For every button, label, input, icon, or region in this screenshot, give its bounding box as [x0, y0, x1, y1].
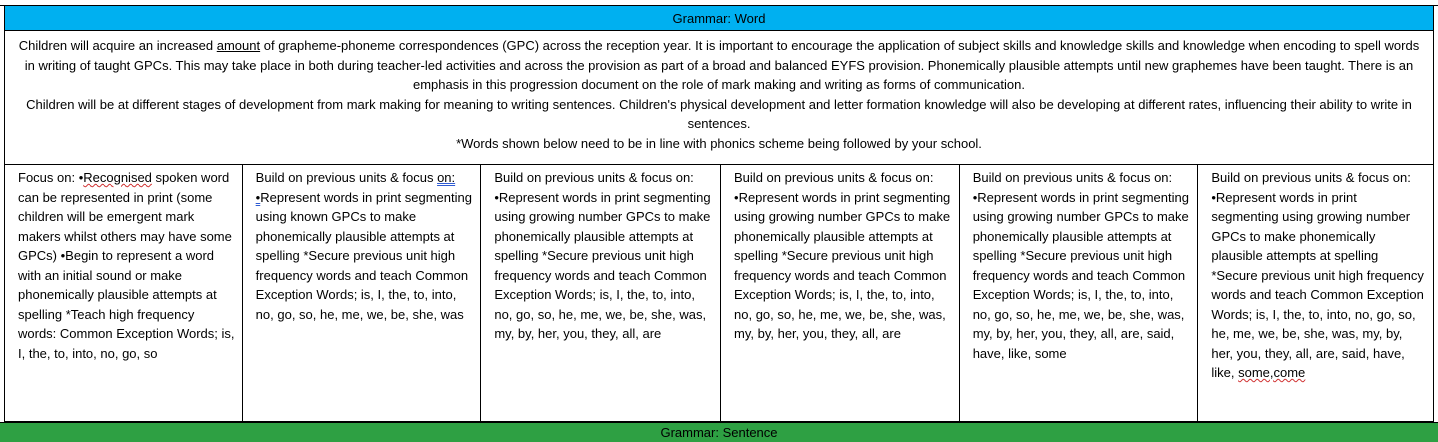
spelling-flag: Recognised [83, 170, 152, 185]
unit-cell-5 [960, 165, 1199, 421]
intro-cell [4, 31, 1434, 165]
intro-text-continued: of grapheme-phoneme correspondences (GPC) across the reception year. It is important to encourage the application of subject skills and knowledge skills and knowledge when encoding to spell words in writing of taught GPCs. This may take place in both during teacher-led activities and across the provision as part of a broad and balanced EYFS provision. Phonemically plausible attempts until new graphemes have been taught. There is an emphasis in this progression document on the role of mark making and writing as forms of communication. [24, 38, 1420, 92]
unit-cell-6 [1198, 165, 1433, 421]
unit-cell-3 [481, 165, 721, 421]
intro-text: Children will acquire an increased [18, 38, 217, 53]
spelling-flag: some,come [1238, 365, 1306, 380]
unit-cell-4 [721, 165, 960, 421]
grammar-sentence-title: Grammar: Sentence [660, 425, 778, 440]
amount-link[interactable]: amount [216, 38, 261, 53]
unit-6-text: Build on previous units & focus on: •Represent words in print segmenting using growing number GPCs to make phonemically plausible attempts at spelling *Secure previous unit high frequency words and teach Common Exception Words; is, I, the, to, into, no, go, so, he, me, we, be, she, was, my, by, her, you, they, all, are, said, have, like, some,come [1211, 170, 1424, 380]
unit-cell-2 [243, 165, 482, 421]
intro-paragraph-3: *Words shown below need to be in line with phonics scheme being followed by your school. [456, 135, 982, 151]
unit-1-text: Focus on: •Recognised spoken word can be represented in print (some children will be emergent mark makers whilst others may have some GPCs) •Begin to represent a word with an initial sound or make phonemically plausible attempts at spelling *Teach high frequency words: Common Exception Words; is, I, the, to, into, no, go, so [18, 170, 235, 361]
grammar-flag: on: • [255, 170, 456, 205]
intro-paragraph-1 [15, 36, 1423, 95]
unit-3-text: Build on previous units & focus on: •Represent words in print segmenting using growing number GPCs to make phonemically plausible attempts at spelling *Secure previous unit high frequency words and teach Common Exception Words; is, I, the, to, into, no, go, so, he, me, we, be, she, was, my, by, her, you, they, all, are [494, 170, 711, 341]
grammar-word-header [4, 5, 1434, 31]
grammar-word-title: Grammar: Word [672, 10, 766, 26]
unit-2-text: Build on previous units & focus on: •Represent words in print segmenting using known GPCs to make phonemically plausible attempts at spelling *Secure previous unit high frequency words and teach Common Exception Words; is, I, the, to, into, no, go, so, he, me, we, be, she, was [255, 170, 472, 322]
unit-columns-row [4, 165, 1434, 422]
unit-5-text: Build on previous units & focus on: •Represent words in print segmenting using growing number GPCs to make phonemically plausible attempts at spelling *Secure previous unit high frequency words and teach Common Exception Words; is, I, the, to, into, no, go, so, he, me, we, be, she, was, my, by, her, you, they, all, are, said, have, like, some [972, 170, 1189, 361]
grammar-sentence-header [0, 422, 1438, 442]
intro-paragraph-2: Children will be at different stages of development from mark making for meaning to writing sentences. Children's physical development and letter formation knowledge will also be developing at different rates, influencing their ability to write in sentences. [26, 96, 1412, 131]
unit-4-text: Build on previous units & focus on: •Represent words in print segmenting using growing number GPCs to make phonemically plausible attempts at spelling *Secure previous unit high frequency words and teach Common Exception Words; is, I, the, to, into, no, go, so, he, me, we, be, she, was, my, by, her, you, they, all, are [734, 170, 951, 341]
unit-cell-1 [5, 165, 243, 421]
